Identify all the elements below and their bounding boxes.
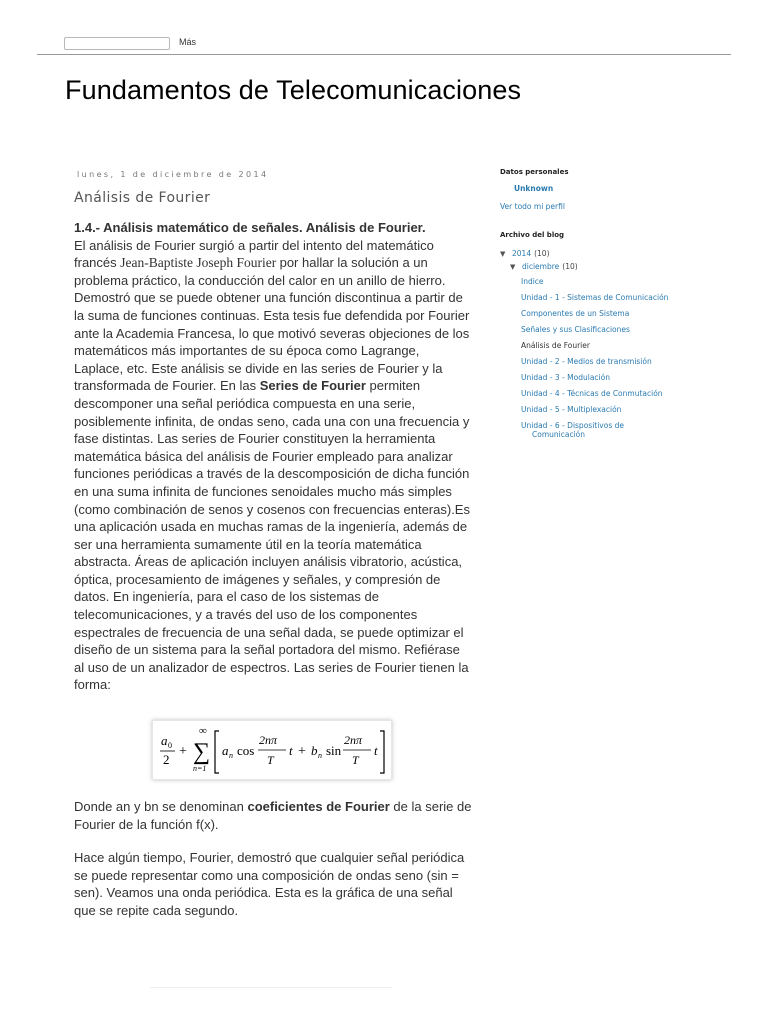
collapse-toggle-icon[interactable]: ▼ [500, 250, 506, 258]
archive-month-label[interactable]: diciembre [522, 262, 560, 271]
archive-post-link[interactable]: Unidad - 3 - Modulación [521, 373, 610, 382]
p2-text-a: Donde an y bn se denominan [74, 799, 248, 815]
view-profile-link[interactable]: Ver todo mi perfil [500, 202, 565, 211]
formula-T-2: T [352, 753, 359, 768]
post-paragraph-2 [74, 798, 472, 833]
sidebar [500, 168, 740, 446]
series-de-fourier-bold: Series de Fourier [259, 378, 366, 394]
formula-cos: cos [237, 743, 255, 759]
post-date: lunes, 1 de diciembre de 2014 [77, 170, 269, 179]
formula-2npi-2: 2nπ [344, 733, 363, 748]
archive-post-link[interactable] [521, 421, 740, 439]
formula-sin: sin [326, 743, 342, 759]
archive-post-link[interactable]: Indice [521, 277, 544, 286]
navbar-divider [37, 54, 731, 55]
archive-post-list [521, 277, 740, 439]
archive-post-line-2[interactable]: Comunicación [532, 430, 585, 439]
p1-text-a: El análisis de Fourier surgió a partir del intento del matemático francés [74, 237, 434, 271]
archive-year-label[interactable]: 2014 [512, 249, 532, 258]
formula-plus-2: + [298, 744, 306, 760]
formula-right-bracket [380, 731, 384, 773]
formula-t-1: t [289, 743, 293, 759]
formula-a0-sub: 0 [168, 741, 172, 751]
formula-bn: b [311, 743, 318, 759]
archive-post-line-1[interactable]: Unidad - 6 - Dispositivos de [521, 421, 624, 430]
author-link[interactable]: Unknown [514, 184, 554, 193]
search-input[interactable] [64, 37, 170, 50]
archive-month-diciembre[interactable] [510, 262, 740, 271]
formula-a0: a [161, 733, 168, 749]
periodic-wave-image [150, 987, 392, 1008]
post-body [74, 219, 472, 920]
formula-left-bracket [215, 731, 219, 773]
more-link[interactable]: Más [179, 37, 197, 47]
archive-post-current: Análisis de Fourier [521, 341, 590, 350]
formula-T-1: T [267, 753, 274, 768]
formula-n-eq-1: n=1 [193, 764, 207, 774]
archive-post-link[interactable]: Unidad - 1 - Sistemas de Comunicación [521, 293, 669, 302]
post-paragraph-1 [74, 237, 472, 694]
formula-infinity: ∞ [199, 725, 207, 738]
formula-an: a [222, 743, 229, 759]
fourier-name: Jean-Baptiste Joseph Fourier [120, 255, 280, 271]
formula-svg [153, 721, 391, 779]
archive-post-link[interactable]: Señales y sus Clasificaciones [521, 325, 630, 334]
collapse-toggle-icon[interactable]: ▼ [510, 263, 516, 271]
formula-sigma: ∑ [193, 739, 211, 766]
archive-post-link[interactable]: Unidad - 2 - Medios de transmisión [521, 357, 652, 366]
formula-two: 2 [163, 752, 170, 768]
archive-year-count: (10) [534, 249, 550, 258]
p2-text-b: de la serie de Fourier de la función f(x). [74, 799, 472, 832]
blogger-navbar [0, 0, 768, 55]
archive-month-count: (10) [562, 262, 578, 271]
archive-post-link[interactable]: Componentes de un Sistema [521, 309, 630, 318]
formula-bn-sub: n [318, 751, 322, 761]
post-paragraph-3: Hace algún tiempo, Fourier, demostró que cualquier señal periódica se puede representar como una composición de ondas seno (sin = sen). Veamos una onda periódica. Esta es la gráfica de una señal que se repite cada segundo. [74, 850, 465, 918]
p1-text-c: permiten descomponer una señal periódica compuesta en una serie, posiblemente infinita, de ondas seno, cada una con una frecuencia y fase distintas. Las series de Fourier constituyen la herramienta matemática básica del análisis de Fourier empleado para analizar funciones periódicas a través de la descomposición de dicha función en una suma infinita de funciones senoidales mucho más simples (como combinación de senos y cosenos con frecuencias enteras).Es una aplicación usada en muchas ramas de la ingeniería, además de ser una herramienta sumamente útil en la teoría matemática abstracta. Áreas de aplicación incluyen análisis vibratorio, acústica, óptica, procesamiento de imágenes y señales, y compresión de datos. En ingeniería, para el caso de los sistemas de telecomunicaciones, y a través del uso de los componentes espectrales de frecuencia de una señal dada, se puede optimizar el diseño de un sistema para la señal portadora del mismo. Refiérase al uso de un analizador de espectros. Las series de Fourier tienen la forma: [74, 378, 470, 693]
formula-2npi-1: 2nπ [259, 733, 278, 748]
profile-heading: Datos personales [500, 168, 569, 176]
archive-year-2014[interactable] [500, 249, 740, 258]
coeficientes-bold: coeficientes de Fourier [247, 799, 390, 815]
post-subtitle: 1.4.- Análisis matemático de señales. Análisis de Fourier. [74, 220, 426, 235]
archive-post-link[interactable]: Unidad - 5 - Multiplexación [521, 405, 622, 414]
fourier-series-formula-image [152, 720, 392, 780]
archive-heading: Archivo del blog [500, 231, 565, 239]
formula-an-sub: n [229, 751, 233, 761]
p1-text-b: por hallar la solución a un problema práctico, la conducción del calor en un anillo de hierro. Demostró que se puede obtener una función discontinua a partir de la suma de funciones continuas. Esta tesis fue defendida por Fourier ante la Academia Francesa, lo que motivó severas objeciones de los matemáticos más importantes de su época como Lagrange, Laplace, etc. Este análisis se divide en las series de Fourier y la transformada de Fourier. En las [74, 255, 470, 394]
formula-t-2: t [374, 743, 378, 759]
archive-post-link[interactable]: Unidad - 4 - Técnicas de Conmutación [521, 389, 663, 398]
post-title[interactable]: Análisis de Fourier [74, 190, 211, 206]
formula-plus: + [179, 744, 187, 760]
blog-title[interactable]: Fundamentos de Telecomunicaciones [65, 75, 522, 105]
